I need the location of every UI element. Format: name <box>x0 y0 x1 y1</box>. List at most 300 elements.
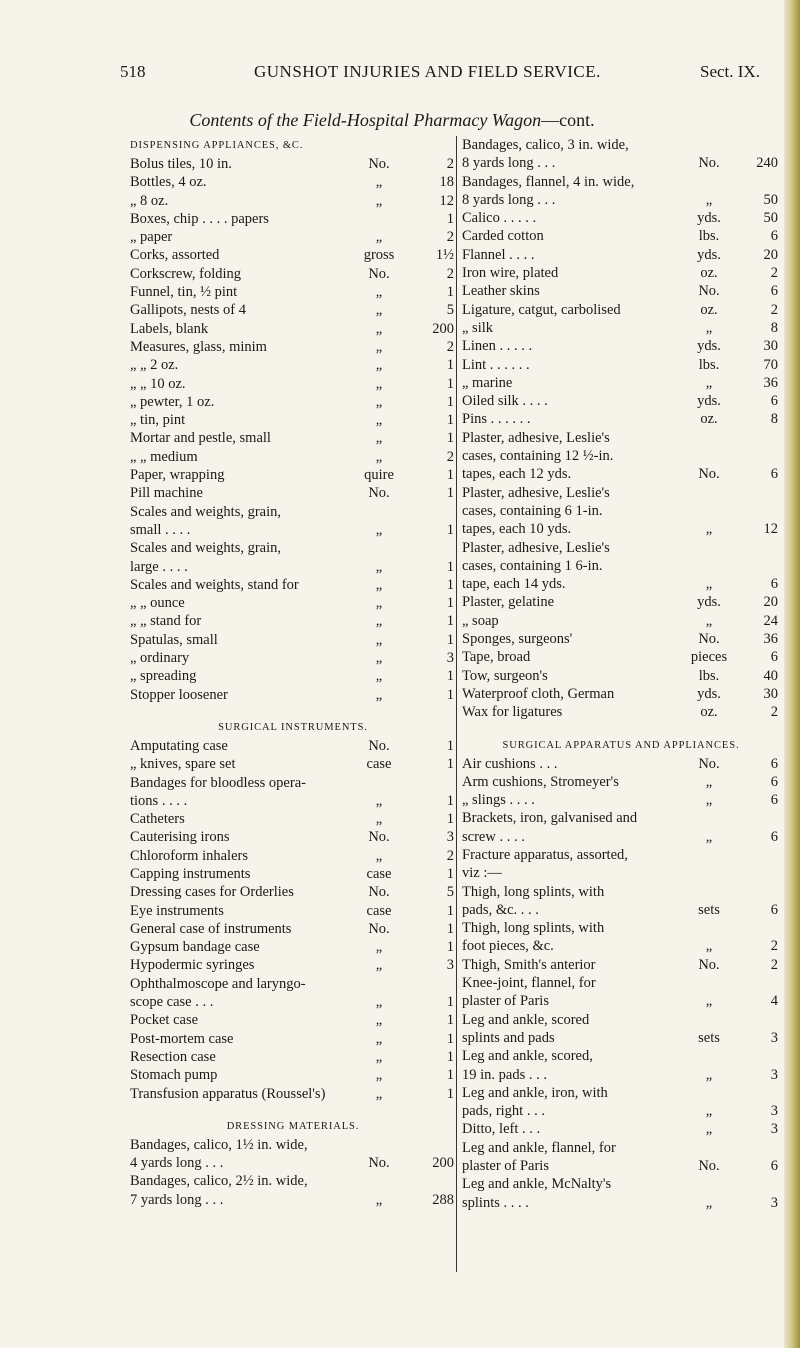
list-item <box>462 1139 780 1157</box>
item-unit: quire <box>364 467 394 484</box>
item-unit: No. <box>698 283 720 300</box>
item-name: Chloroform inhalers <box>130 847 248 864</box>
item-quantity: 3 <box>446 957 454 974</box>
item-name: 8 yards long . . . <box>462 155 556 172</box>
item-name: cases, containing 1 6-in. <box>462 557 603 574</box>
list-item <box>462 1102 780 1120</box>
list-item <box>130 173 456 191</box>
list-item <box>130 429 456 447</box>
item-unit: „ <box>705 521 713 538</box>
item-name: Bandages, calico, 2½ in. wide, <box>130 1173 308 1190</box>
section-heading: SURGICAL APPARATUS AND APPLIANCES. <box>502 739 740 751</box>
item-unit: „ <box>375 430 383 447</box>
item-quantity: 200 <box>432 1155 454 1172</box>
item-quantity: 6 <box>770 901 778 918</box>
item-quantity <box>740 136 780 154</box>
item-name: Tow, surgeon's <box>462 667 548 684</box>
item-name: Linen . . . . . <box>462 338 533 355</box>
item-name: tions . . . . <box>130 792 188 809</box>
item-name: cases, containing 12 ½-in. <box>462 448 614 465</box>
list-item <box>130 1136 456 1154</box>
item-quantity <box>410 975 456 993</box>
item-unit: „ <box>375 595 383 612</box>
item-unit <box>678 846 740 864</box>
item-quantity: 1 <box>446 994 454 1011</box>
list-item <box>462 191 780 209</box>
item-unit: No. <box>698 155 720 172</box>
list-item <box>462 319 780 337</box>
book-spine-edge <box>784 0 800 1348</box>
item-name: large . . . . <box>130 558 188 575</box>
item-unit: „ <box>375 1048 383 1065</box>
item-name: Gypsum bandage case <box>130 939 260 956</box>
item-unit: „ <box>375 338 383 355</box>
item-quantity: 1 <box>446 902 454 919</box>
item-name: Fracture apparatus, assorted, <box>462 846 628 863</box>
item-unit: No. <box>698 755 720 772</box>
item-quantity <box>740 1084 780 1102</box>
item-quantity <box>740 557 780 575</box>
item-unit: „ <box>375 284 383 301</box>
item-quantity: 2 <box>446 338 454 355</box>
list-item <box>130 667 456 685</box>
item-quantity: 1 <box>446 576 454 593</box>
item-quantity: 3 <box>446 650 454 667</box>
list-item <box>462 1084 780 1102</box>
item-unit: No. <box>698 466 720 483</box>
item-unit <box>348 539 410 557</box>
item-name: „ slings . . . . <box>462 792 535 809</box>
item-unit <box>678 1175 740 1193</box>
item-unit: oz. <box>700 704 718 721</box>
item-name: Knee-joint, flannel, for <box>462 975 596 992</box>
item-quantity: 3 <box>770 1121 778 1138</box>
item-unit <box>678 1011 740 1029</box>
item-name: „ knives, spare set <box>130 756 236 773</box>
item-unit: „ <box>705 374 713 391</box>
item-unit: „ <box>705 773 713 790</box>
list-item <box>462 356 780 374</box>
list-item <box>130 356 456 374</box>
section-heading: DISPENSING APPLIANCES, &C. <box>130 140 304 151</box>
item-quantity: 1 <box>446 737 454 754</box>
item-quantity: 1 <box>446 412 454 429</box>
list-item <box>130 155 456 173</box>
item-quantity <box>740 1139 780 1157</box>
list-item <box>462 1011 780 1029</box>
list-item <box>462 209 780 227</box>
list-item <box>462 227 780 245</box>
item-name: Plaster, adhesive, Leslie's <box>462 429 610 446</box>
item-quantity <box>740 846 780 864</box>
list-item <box>130 1048 456 1066</box>
item-name: Measures, glass, minim <box>130 338 267 355</box>
item-name: 4 yards long . . . <box>130 1155 224 1172</box>
item-quantity: 1 <box>446 521 454 538</box>
item-name: „ spreading <box>130 668 197 685</box>
list-item <box>462 612 780 630</box>
item-name: viz :— <box>462 865 502 882</box>
running-title: GUNSHOT INJURIES AND FIELD SERVICE. <box>254 62 601 81</box>
item-quantity: 12 <box>763 521 778 538</box>
list-item <box>462 264 780 282</box>
item-name: Arm cushions, Stromeyer's <box>462 773 619 790</box>
item-unit <box>348 1136 410 1154</box>
item-name: Thigh, long splints, with <box>462 883 605 900</box>
list-item <box>130 1085 456 1103</box>
item-unit: „ <box>375 686 383 703</box>
item-quantity: 1 <box>446 485 454 502</box>
list-item <box>462 539 780 557</box>
list-item <box>130 1191 456 1209</box>
item-unit <box>678 557 740 575</box>
list-item <box>462 937 780 955</box>
item-name: General case of instruments <box>130 920 292 937</box>
item-unit: „ <box>705 1103 713 1120</box>
item-name: Amputating case <box>130 737 228 754</box>
list-item <box>462 773 780 791</box>
item-name: Thigh, Smith's anterior <box>462 956 596 973</box>
list-item <box>130 828 456 846</box>
item-unit: „ <box>375 192 383 209</box>
item-unit <box>348 774 410 792</box>
item-quantity: 1 <box>446 613 454 630</box>
list-item <box>462 685 780 703</box>
item-name: 7 yards long . . . <box>130 1191 224 1208</box>
item-name: Paper, wrapping <box>130 467 225 484</box>
title-suffix: —cont. <box>541 110 595 130</box>
list-item <box>130 375 456 393</box>
item-unit <box>678 136 740 154</box>
list-item <box>130 631 456 649</box>
item-name: Stopper loosener <box>130 686 228 703</box>
item-name: Leg and ankle, iron, with <box>462 1084 608 1101</box>
item-unit: lbs. <box>698 356 720 373</box>
list-item <box>130 810 456 828</box>
item-unit <box>348 1172 410 1190</box>
list-item <box>462 246 780 264</box>
item-unit: „ <box>705 792 713 809</box>
item-name: Transfusion apparatus (Roussel's) <box>130 1085 326 1102</box>
list-item <box>130 265 456 283</box>
list-item <box>462 1175 780 1193</box>
item-quantity: 2 <box>770 265 778 282</box>
item-name: Scales and weights, grain, <box>130 503 282 520</box>
item-name: Spatulas, small <box>130 631 218 648</box>
item-name: Pins . . . . . . <box>462 411 531 428</box>
item-name: „ 8 oz. <box>130 192 169 209</box>
item-unit: „ <box>705 828 713 845</box>
list-item <box>130 192 456 210</box>
item-unit <box>678 1084 740 1102</box>
list-item <box>462 575 780 593</box>
item-name: Capping instruments <box>130 865 251 882</box>
item-unit <box>348 503 410 521</box>
item-name: tapes, each 12 yds. <box>462 466 572 483</box>
item-name: Carded cotton <box>462 228 544 245</box>
list-item <box>130 411 456 429</box>
item-quantity <box>410 1136 456 1154</box>
item-name: pads, right . . . <box>462 1103 545 1120</box>
item-quantity: 2 <box>446 156 454 172</box>
item-unit: „ <box>375 393 383 410</box>
item-name: cases, containing 6 1-in. <box>462 502 603 519</box>
list-item <box>130 920 456 938</box>
item-unit <box>348 975 410 993</box>
item-unit: No. <box>698 631 720 648</box>
item-name: Tape, broad <box>462 649 531 666</box>
item-name: „ pewter, 1 oz. <box>130 393 215 410</box>
item-name: Stomach pump <box>130 1067 218 1084</box>
list-item <box>462 828 780 846</box>
item-unit: „ <box>375 957 383 974</box>
item-name: Leg and ankle, scored, <box>462 1048 593 1065</box>
item-unit: No. <box>698 956 720 973</box>
item-name: Leather skins <box>462 283 540 300</box>
item-quantity: 5 <box>446 884 454 901</box>
item-name: Leg and ankle, McNalty's <box>462 1176 612 1193</box>
item-quantity: 40 <box>763 667 778 684</box>
item-name: tape, each 14 yds. <box>462 576 566 593</box>
item-quantity: 1 <box>446 375 454 392</box>
item-unit: „ <box>375 320 383 337</box>
item-unit: No. <box>368 884 390 901</box>
item-quantity <box>410 774 456 792</box>
list-item <box>130 902 456 920</box>
item-unit <box>678 539 740 557</box>
item-quantity: 1 <box>446 357 454 374</box>
item-quantity: 1 <box>446 811 454 828</box>
item-unit <box>678 974 740 992</box>
item-quantity: 2 <box>770 956 778 973</box>
item-quantity: 288 <box>432 1191 454 1208</box>
column-divider <box>456 136 457 1272</box>
item-quantity: 2 <box>446 847 454 864</box>
item-unit <box>678 1139 740 1157</box>
item-unit: pieces <box>690 649 728 666</box>
item-name: „ marine <box>462 374 513 391</box>
item-quantity: 36 <box>763 631 778 648</box>
list-item <box>130 338 456 356</box>
item-name: Iron wire, plated <box>462 265 559 282</box>
item-quantity: 2 <box>770 301 778 318</box>
list-item <box>462 667 780 685</box>
item-quantity: 3 <box>446 829 454 846</box>
item-name: Bandages for bloodless opera- <box>130 774 306 791</box>
item-quantity: 1 <box>446 631 454 648</box>
item-unit: „ <box>375 631 383 648</box>
item-unit: yds. <box>697 210 721 227</box>
item-unit: „ <box>705 993 713 1010</box>
item-quantity: 2 <box>446 448 454 465</box>
item-unit: sets <box>698 1029 720 1046</box>
list-item <box>462 173 780 191</box>
list-item <box>130 975 456 993</box>
list-item <box>130 792 456 810</box>
item-quantity: 1 <box>446 920 454 937</box>
item-quantity: 2 <box>446 265 454 282</box>
item-name: „ silk <box>462 319 494 336</box>
item-unit: yds. <box>697 338 721 355</box>
list-item <box>130 466 456 484</box>
list-item <box>130 210 456 228</box>
list-item <box>462 136 780 154</box>
item-quantity: 1 <box>446 939 454 956</box>
list-item <box>130 1030 456 1048</box>
item-name: Corks, assorted <box>130 247 220 264</box>
item-name: Resection case <box>130 1048 216 1065</box>
list-item <box>130 993 456 1011</box>
list-item <box>462 282 780 300</box>
list-item <box>130 246 456 264</box>
list-item <box>462 630 780 648</box>
item-name: Bandages, flannel, 4 in. wide, <box>462 173 635 190</box>
item-quantity: 240 <box>756 155 778 172</box>
item-quantity: 1 <box>446 595 454 612</box>
item-unit <box>348 210 410 228</box>
list-item <box>130 1172 456 1190</box>
item-quantity: 36 <box>763 374 778 391</box>
item-name: „ soap <box>462 612 499 629</box>
section-gap <box>130 1103 456 1117</box>
list-item <box>130 448 456 466</box>
item-name: 19 in. pads . . . <box>462 1066 547 1083</box>
item-name: foot pieces, &c. <box>462 938 554 955</box>
item-quantity: 6 <box>770 393 778 410</box>
list-item <box>462 864 780 882</box>
item-unit <box>678 1047 740 1065</box>
list-item <box>130 956 456 974</box>
item-quantity: 1 <box>446 558 454 575</box>
item-unit: oz. <box>700 301 718 318</box>
item-unit: yds. <box>697 393 721 410</box>
item-name: Pocket case <box>130 1012 199 1029</box>
item-unit: „ <box>375 174 383 191</box>
item-unit: „ <box>375 1191 383 1208</box>
item-unit: No. <box>368 156 390 172</box>
item-quantity: 2 <box>770 938 778 955</box>
item-quantity <box>740 864 780 882</box>
list-item <box>462 410 780 428</box>
item-name: „ paper <box>130 229 173 246</box>
item-name: plaster of Paris <box>462 993 549 1010</box>
list-item <box>462 301 780 319</box>
item-name: Wax for ligatures <box>462 704 563 721</box>
item-quantity: 1 <box>446 756 454 773</box>
list-item <box>462 1047 780 1065</box>
item-quantity: 12 <box>439 192 454 209</box>
list-item <box>462 1066 780 1084</box>
item-name: Catheters <box>130 811 185 828</box>
item-unit: No. <box>368 485 390 502</box>
list-item <box>130 484 456 502</box>
item-name: „ tin, pint <box>130 412 186 429</box>
item-unit: lbs. <box>698 228 720 245</box>
item-name: splints . . . . <box>462 1194 529 1211</box>
item-name: Oiled silk . . . . <box>462 393 548 410</box>
list-item <box>130 503 456 521</box>
item-quantity: 6 <box>770 1158 778 1175</box>
item-unit: case <box>366 865 392 882</box>
list-item <box>462 648 780 666</box>
list-item <box>130 393 456 411</box>
section-gap <box>130 704 456 718</box>
list-item <box>130 283 456 301</box>
list-item <box>130 1011 456 1029</box>
item-unit: „ <box>705 1194 713 1211</box>
item-unit: No. <box>368 737 390 754</box>
item-unit: „ <box>375 1085 383 1102</box>
list-item <box>462 1120 780 1138</box>
section-heading: SURGICAL INSTRUMENTS. <box>218 721 368 733</box>
item-quantity: 6 <box>770 466 778 483</box>
item-unit: gross <box>363 247 395 264</box>
list-item <box>130 883 456 901</box>
list-item <box>462 791 780 809</box>
item-unit <box>678 447 740 465</box>
item-quantity <box>740 484 780 502</box>
list-item <box>130 865 456 883</box>
item-unit: „ <box>705 191 713 208</box>
item-quantity <box>740 883 780 901</box>
list-item <box>462 901 780 919</box>
item-quantity: 1 <box>446 792 454 809</box>
item-unit: yds. <box>697 685 721 702</box>
item-unit: sets <box>698 901 720 918</box>
item-quantity <box>740 1047 780 1065</box>
item-unit <box>678 429 740 447</box>
item-unit: „ <box>375 412 383 429</box>
item-quantity: 3 <box>770 1103 778 1120</box>
list-item <box>130 539 456 557</box>
item-name: plaster of Paris <box>462 1158 549 1175</box>
list-item <box>462 593 780 611</box>
list-item <box>462 703 780 721</box>
item-unit <box>678 883 740 901</box>
item-unit: „ <box>705 576 713 593</box>
item-quantity <box>740 809 780 827</box>
item-unit: oz. <box>700 265 718 282</box>
item-quantity: 1 <box>446 1048 454 1065</box>
item-quantity: 1 <box>446 668 454 685</box>
item-name: Eye instruments <box>130 902 224 919</box>
list-item <box>462 992 780 1010</box>
item-unit: „ <box>705 612 713 629</box>
item-quantity <box>740 1011 780 1029</box>
item-unit: „ <box>375 448 383 465</box>
item-quantity: 1 <box>446 467 454 484</box>
item-name: „ „ 2 oz. <box>130 357 179 374</box>
right-column <box>462 136 780 1212</box>
list-item <box>462 846 780 864</box>
item-quantity: 1 <box>446 284 454 301</box>
item-unit: „ <box>375 650 383 667</box>
list-item <box>462 1157 780 1175</box>
list-item <box>462 465 780 483</box>
item-quantity: 24 <box>763 612 778 629</box>
item-name: Leg and ankle, scored <box>462 1011 590 1028</box>
list-item <box>462 557 780 575</box>
item-quantity: 1 <box>446 865 454 882</box>
item-name: Pill machine <box>130 485 203 502</box>
item-unit: case <box>366 902 392 919</box>
item-quantity: 4 <box>770 993 778 1010</box>
item-unit: „ <box>375 939 383 956</box>
item-unit <box>678 809 740 827</box>
item-unit <box>678 484 740 502</box>
list-item <box>462 974 780 992</box>
item-quantity: 2 <box>446 229 454 246</box>
